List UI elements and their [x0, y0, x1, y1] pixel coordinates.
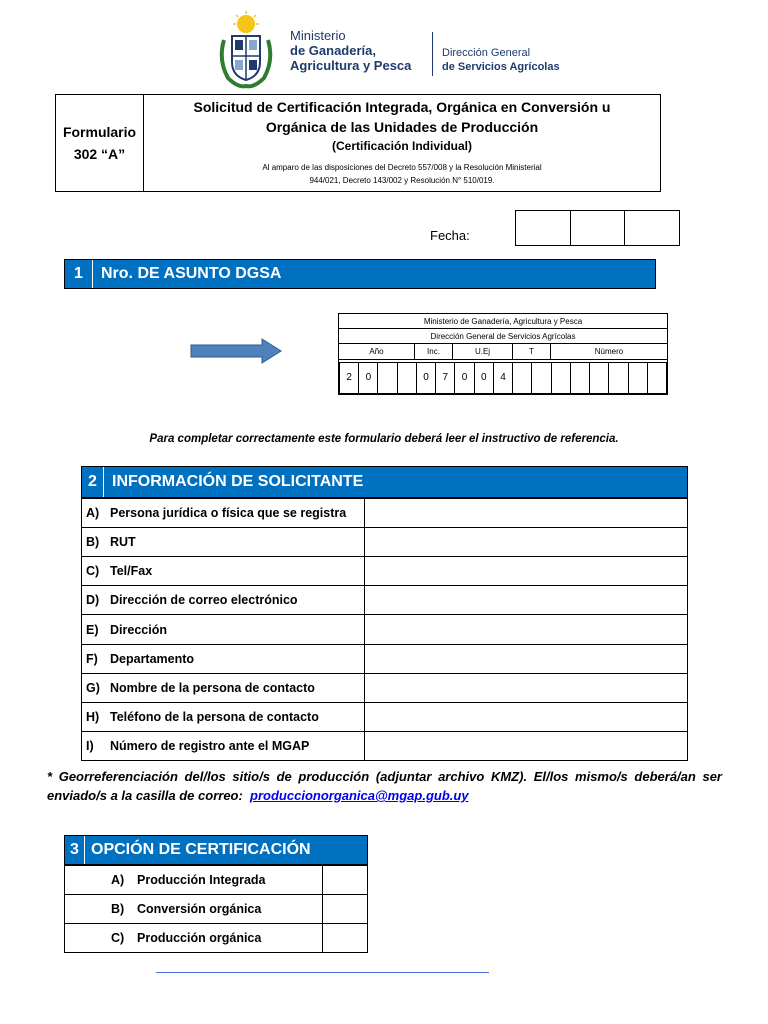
field-label — [82, 615, 365, 644]
form-subtitle: (Certificación Individual) — [331, 139, 472, 153]
table-row — [82, 702, 687, 731]
option-label-text: Conversión orgánica — [137, 902, 262, 916]
section-1-header — [64, 259, 656, 289]
asunto-dgsa: Dirección General de Servicios Agrícolas — [339, 329, 667, 344]
field-letter: D) — [86, 593, 100, 607]
option-letter: C) — [111, 931, 125, 945]
table-row — [65, 923, 367, 952]
asunto-digit[interactable]: 0 — [455, 362, 474, 394]
dgsa-line-1: Dirección General — [442, 47, 531, 59]
fecha-month-field[interactable] — [571, 211, 626, 245]
field-label — [82, 674, 365, 702]
form-title — [144, 95, 660, 187]
instructions-note: Para completar correctamente este formulario deberá leer el instructivo de referencia. — [149, 433, 619, 445]
field-label-text: Dirección — [110, 622, 167, 637]
fecha-label: Fecha: — [430, 228, 470, 243]
applicant-info-table — [81, 498, 688, 761]
fecha-fields — [515, 210, 680, 246]
field-label — [82, 557, 365, 585]
asunto-digit[interactable]: 0 — [359, 362, 378, 394]
field-letter: G) — [86, 681, 100, 695]
option-label — [65, 866, 323, 894]
asunto-digit[interactable] — [648, 362, 667, 394]
field-label-text: RUT — [110, 535, 136, 549]
legal-line-1: Al amparo de las disposiciones del Decreto 557/008 y la Resolución Ministerial — [262, 163, 542, 172]
asunto-digit[interactable] — [609, 362, 628, 394]
table-row — [82, 527, 687, 556]
right-arrow-icon — [190, 338, 282, 364]
form-id-line-2: 302 “A” — [73, 146, 126, 162]
col-ano: Año — [339, 344, 415, 359]
form-title-box — [55, 94, 661, 192]
title-line-2: Orgánica de las Unidades de Producción — [265, 119, 539, 135]
asunto-digit[interactable] — [532, 362, 551, 394]
asunto-digit[interactable]: 7 — [436, 362, 455, 394]
email-field[interactable] — [365, 586, 687, 614]
option-label-text: Producción orgánica — [137, 931, 262, 945]
asunto-digit[interactable] — [552, 362, 571, 394]
field-letter: I) — [86, 739, 94, 753]
legal-person-field[interactable] — [365, 499, 687, 527]
field-label — [82, 732, 365, 760]
table-row — [82, 556, 687, 585]
rut-field[interactable] — [365, 528, 687, 556]
organic-conversion-checkbox[interactable] — [323, 895, 367, 923]
field-letter: B) — [86, 535, 100, 549]
col-numero: Número — [594, 347, 624, 356]
asunto-digit[interactable]: 0 — [475, 362, 494, 394]
fecha-day-field[interactable] — [516, 211, 571, 245]
asunto-digit[interactable] — [398, 362, 417, 394]
field-letter: F) — [86, 652, 98, 666]
section-3-header — [64, 835, 368, 865]
section-2-number: 2 — [82, 467, 104, 497]
email-link[interactable]: produccionorganica@mgap.gub.uy — [250, 788, 469, 803]
field-label-text: Número de registro ante el MGAP — [110, 739, 310, 753]
form-id — [56, 95, 144, 191]
asunto-digit[interactable]: 4 — [494, 362, 513, 394]
field-label — [82, 528, 365, 556]
col-t: T — [513, 344, 551, 359]
table-row — [82, 731, 687, 760]
field-label-text: Departamento — [110, 652, 195, 666]
field-letter: H) — [86, 710, 100, 724]
legal-line-2: 944/021, Decreto 143/002 y Resolución N° 510/019. — [309, 176, 495, 185]
bottom-divider — [156, 972, 489, 973]
table-row — [82, 498, 687, 527]
field-label — [82, 703, 365, 731]
option-label — [65, 895, 323, 923]
contact-phone-field[interactable] — [365, 703, 687, 731]
form-id-line-1: Formulario — [62, 124, 137, 140]
section-2-header — [81, 466, 688, 498]
col-inc: Inc. — [415, 344, 453, 359]
organic-production-checkbox[interactable] — [323, 924, 367, 952]
field-label-text: Persona jurídica o física que se registra — [110, 506, 347, 520]
certification-options-table — [64, 865, 368, 953]
section-1-number: 1 — [65, 260, 93, 288]
address-field[interactable] — [365, 615, 687, 644]
field-label — [82, 586, 365, 614]
tel-fax-field[interactable] — [365, 557, 687, 585]
col-uej: U.Ej — [453, 344, 513, 359]
asunto-digit[interactable] — [590, 362, 609, 394]
ministry-logo — [214, 10, 574, 90]
coat-of-arms-icon — [214, 10, 278, 90]
table-row — [82, 673, 687, 702]
dgsa-line-2: de Servicios Agrícolas — [442, 61, 560, 73]
option-label-text: Producción Integrada — [137, 873, 266, 887]
table-row — [65, 865, 367, 894]
mgap-registry-field[interactable] — [365, 732, 687, 760]
field-label-text: Nombre de la persona de contacto — [110, 681, 315, 695]
integrated-production-checkbox[interactable] — [323, 866, 367, 894]
fecha-year-field[interactable] — [625, 211, 679, 245]
ministry-line-2: de Ganadería, — [290, 43, 376, 58]
asunto-number-box — [338, 313, 668, 395]
department-field[interactable] — [365, 645, 687, 673]
field-label-text: Teléfono de la persona de contacto — [110, 710, 319, 724]
ministry-line-3: Agricultura y Pesca — [290, 58, 412, 73]
georeference-text: * Georreferenciación del/los sitio/s de producción (adjuntar archivo KMZ). El/los mismo/s deberá/an ser enviado/s a la casilla de correo: — [47, 769, 722, 803]
dgsa-name — [442, 46, 560, 74]
georeference-note — [47, 767, 722, 805]
ministry-name — [290, 28, 411, 73]
asunto-digit[interactable] — [378, 362, 397, 394]
field-letter: E) — [86, 622, 99, 637]
title-line-1: Solicitud de Certificación Integrada, Orgánica en Conversión u — [193, 99, 611, 115]
table-row — [82, 585, 687, 614]
field-letter: A) — [86, 506, 100, 520]
asunto-digits — [339, 360, 667, 394]
logo-divider — [432, 32, 433, 76]
asunto-columns — [339, 344, 667, 360]
field-label — [82, 499, 365, 527]
field-label-text: Tel/Fax — [110, 564, 153, 578]
table-row — [65, 894, 367, 923]
option-letter: A) — [111, 873, 125, 887]
ministry-line-1: Ministerio — [290, 28, 346, 43]
section-1-title: Nro. DE ASUNTO DGSA — [101, 265, 282, 282]
option-label — [65, 924, 323, 952]
contact-name-field[interactable] — [365, 674, 687, 702]
table-row — [82, 644, 687, 673]
asunto-digit[interactable] — [629, 362, 648, 394]
field-label-text: Dirección de correo electrónico — [110, 593, 298, 607]
field-label — [82, 645, 365, 673]
asunto-digit[interactable] — [513, 362, 532, 394]
asunto-digit[interactable]: 0 — [417, 362, 436, 394]
section-3-title: OPCIÓN DE CERTIFICACIÓN — [91, 841, 311, 858]
asunto-digit[interactable]: 2 — [339, 362, 359, 394]
asunto-ministry: Ministerio de Ganadería, Agricultura y Pesca — [339, 314, 667, 329]
table-row — [82, 614, 687, 644]
option-letter: B) — [111, 902, 125, 916]
section-2-title: INFORMACIÓN DE SOLICITANTE — [112, 473, 364, 490]
section-3-number: 3 — [65, 836, 85, 864]
field-letter: C) — [86, 564, 100, 578]
asunto-digit[interactable] — [571, 362, 590, 394]
